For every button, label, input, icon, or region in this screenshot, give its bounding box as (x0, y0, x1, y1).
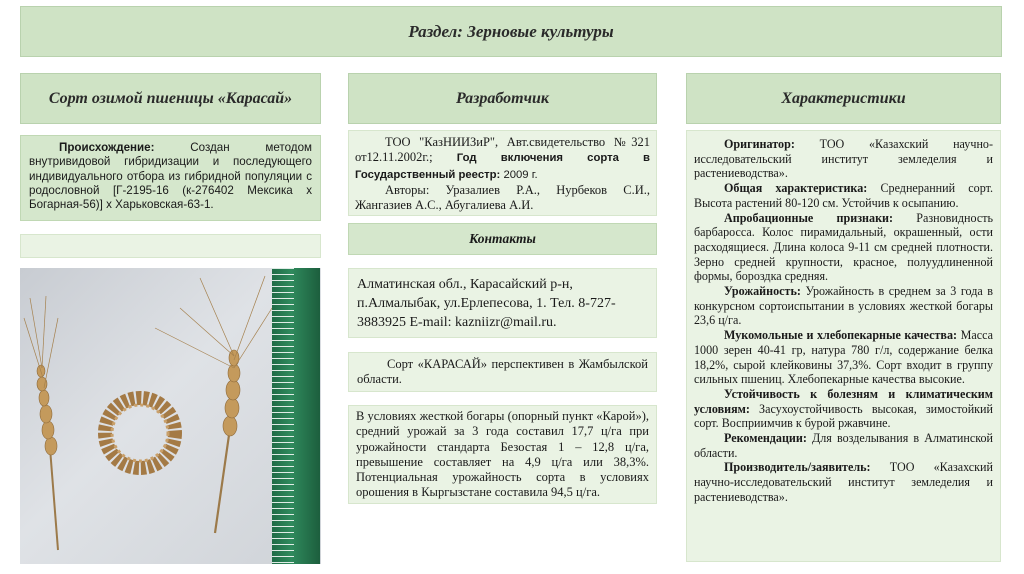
characteristics-header-text: Характеристики (781, 89, 906, 107)
left-wheat-ear-icon (24, 296, 58, 550)
prospect-text: Сорт «КАРАСАЙ» перспективен в Жамбылской области. (357, 357, 648, 387)
contacts-panel (348, 268, 657, 338)
developer-authors: Авторы: Уразалиев Р.А., Нурбеков С.И., Жангазиев А.С., Абугалиева А.И. (355, 182, 650, 213)
char-recommendations: Рекомендации: Для возделывания в Алматинской области. (694, 431, 993, 460)
developer-panel (348, 130, 657, 216)
variety-header (20, 73, 321, 124)
developer-info (355, 135, 650, 183)
origin-label: Происхождение: (59, 141, 155, 154)
variety-header-text: Сорт озимой пшеницы «Карасай» (48, 89, 293, 107)
developer-certificate: ТОО "КазНИИЗиР", Авт.свидетельство №321 от12.11.2002г.; (355, 135, 650, 165)
developer-header (348, 73, 657, 124)
prospect-panel (348, 352, 657, 392)
origin-panel (20, 135, 321, 221)
yield-text: В условиях жесткой богары (опорный пункт «Карой»), средний урожай за 3 года составил 17,7 ц/га при урожайности стандарта Безостая 1 – 12,8 ц/га, превышение составляет на 4,9 ц/га или 38,3%. Потенциальная урожайность сорта в условиях орошения в Кыргызстане составила 94,5 ц/га. (356, 409, 649, 500)
characteristics-panel (686, 130, 1001, 562)
origin-text: Создан методом внутривидовой гибридизации и последующего индивидуального отбора из гибридной популяции с родословной [Г-2195-16 (к-276402 Мексика х Богарная-56)] х Харьковская-63-1. (29, 141, 312, 212)
measuring-ruler (272, 268, 320, 564)
registry-label: Год включения сорта в Государственный реестр: (355, 152, 650, 181)
page-title-bar (20, 6, 1002, 57)
char-general: Общая характеристика: Среднеранний сорт. Высота растений 80-120 см. Устойчив к осыпанию. (694, 181, 994, 210)
right-wheat-ear-icon (155, 276, 272, 533)
contacts-text: Алматинская обл., Карасайский р-н, п.Алмалыбак, ул.Ерлепесова, 1. Тел. 8-727-3883925 E-mail: kazniizr@mail.ru. (357, 277, 616, 330)
developer-header-text: Разработчик (455, 89, 550, 107)
yield-panel (348, 405, 657, 504)
contacts-header-text: Контакты (469, 231, 536, 246)
contacts-header (348, 223, 657, 255)
wheat-photo (20, 268, 321, 564)
char-yield: Урожайность: Урожайность в среднем за 3 года в конкурсном сортоиспытании в условиях жесткой богары 23,6 ц/га. (694, 284, 993, 328)
char-approbation: Апробационные признаки: Разновидность барбаросса. Колос пирамидальный, окрашенный, ости расходящиеся. Длина колоса 9-11 см средней плотности. Зерно средней крупности, красное, полуудлиненной формы, бороздка средняя. (694, 210, 993, 284)
char-quality: Мукомольные и хлебопекарные качества: Масса 1000 зерен 40-41 гр, натура 780 г/л, содержание белка 18,2%, сырой клейковины 37,3%. Сорт входит в группу сильных пшениц. Хлебопекарные качества высокие. (694, 328, 993, 387)
page-title: Раздел: Зерновые культуры (408, 21, 614, 41)
registry-year: 2009 г. (500, 168, 538, 181)
spacer-bar (20, 234, 321, 258)
characteristics-header (686, 73, 1001, 124)
char-resistance: Устойчивость к болезням и климатическим условиям: Засухоустойчивость высокая, зимостойкий сорт. Восприимчив к бурой ржавчине. (694, 386, 993, 431)
grain-ring-icon (105, 398, 175, 468)
char-producer: Производитель/заявитель: ТОО «Казахский научно-исследовательский институт земледелия и растениеводства». (694, 460, 993, 504)
char-originator: Оригинатор: ТОО «Казахский научно-исследовательский институт земледелия и растениеводства». (694, 137, 993, 181)
